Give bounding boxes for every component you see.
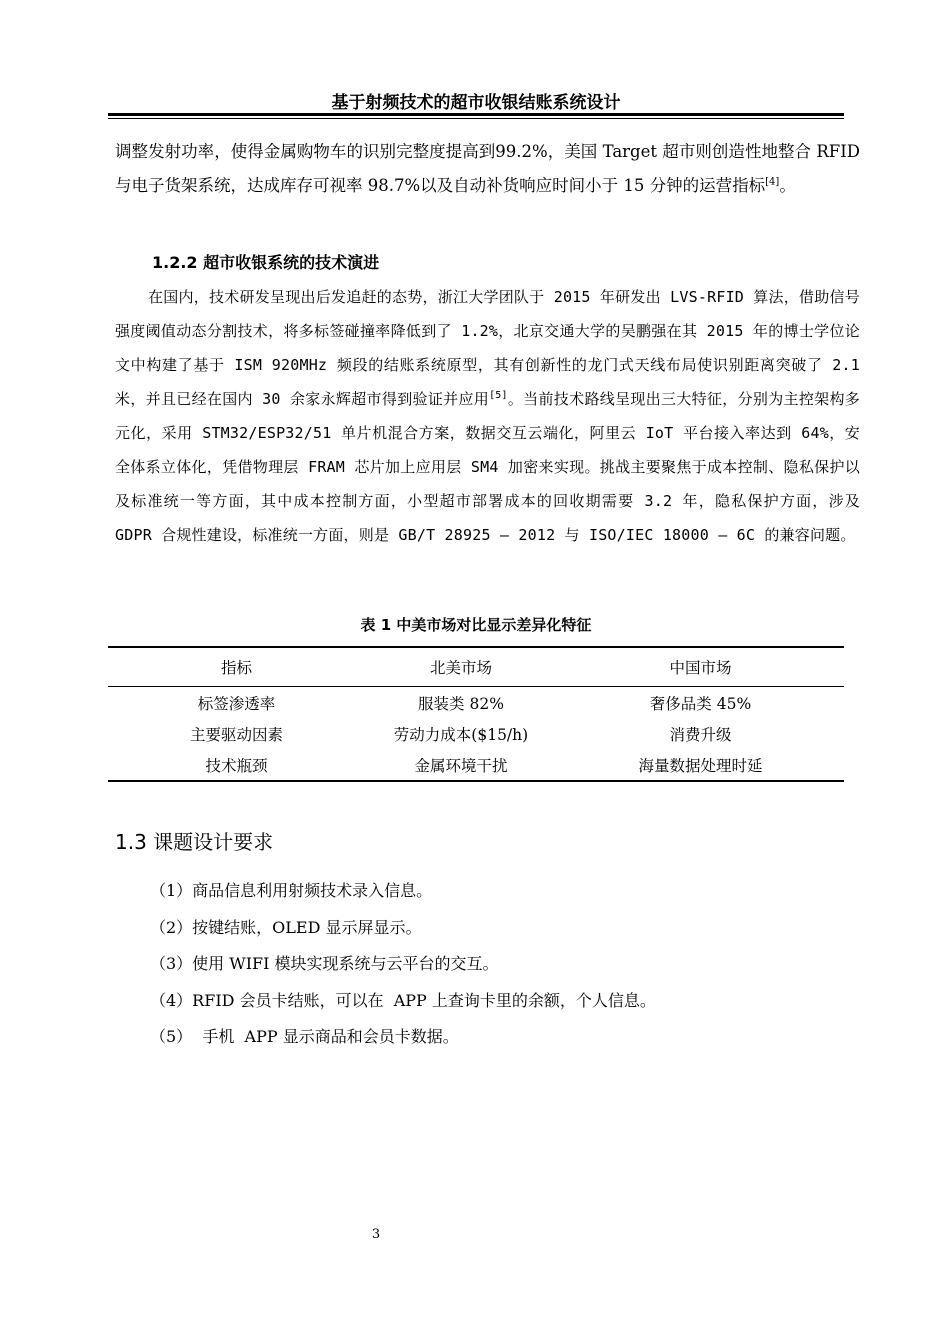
citation-4: [4] (765, 176, 780, 188)
requirements-list (150, 873, 656, 1056)
citation-5: [5] (489, 390, 508, 401)
market-comparison-table (108, 646, 844, 782)
list-item: （3）使用 WIFI 模块实现系统与云平台的交互。 (150, 954, 499, 973)
table-cell: 奢侈品类 45% (649, 694, 752, 713)
paragraph-domestic-research (115, 280, 860, 552)
table-cell: 标签渗透率 (197, 694, 276, 713)
list-item: （1）商品信息利用射频技术录入信息。 (150, 881, 433, 900)
paragraph-text: 调整发射功率，使得金属购物车的识别完整度提高到99.2%，美国 Target 超市则创造性地整合 RFID 与电子货架系统，达成库存可视率 98.7%以及自动补货响应时间小于 15 分钟的运营指标 (115, 142, 860, 195)
section-heading-1-3: 1.3 课题设计要求 (115, 830, 274, 854)
table-cell: 消费升级 (669, 725, 732, 744)
table-cell: 金属环境干扰 (365, 749, 557, 781)
section-heading-1-2-2: 1.2.2 超市收银系统的技术演进 (152, 253, 380, 272)
column-header-indicator: 指标 (108, 647, 365, 687)
table-cell: 劳动力成本($15/h) (393, 725, 529, 744)
table-header-row (108, 647, 844, 687)
running-header-title: 基于射频技术的超市收银结账系统设计 (331, 93, 621, 113)
table-cell: 服装类 82% (418, 694, 504, 713)
list-item: （2）按键结账，OLED 显示屏显示。 (150, 917, 422, 937)
paragraph-end: 。 (779, 176, 796, 195)
table-row (108, 718, 844, 749)
header-rule (108, 113, 844, 116)
page-number: 3 (371, 1227, 381, 1242)
table-caption: 表 1 中美市场对比显示差异化特征 (360, 616, 592, 634)
table-cell: 技术瓶颈 (108, 749, 365, 781)
list-item: （5） 手机 APP 显示商品和会员卡数据。 (150, 1027, 459, 1046)
paragraph-text-a: 在国内，技术研发呈现出后发追赶的态势，浙江大学团队于 2015 年研发出 LVS-RFID 算法，借助信号强度阈值动态分割技术，将多标签碰撞率降低到了 1.2%，北京交通大学的吴鹏强在其 2015 年的博士学位论文中构建了基于 ISM 920MHz 频段的结账系统原型，其有创新性的龙门式天线布局使识别距离突破了 2.1 米，并且已经在国内 30 余家永辉超市得到验证并应用 (115, 288, 860, 408)
paragraph-text-b: 。当前技术路线呈现出三大特征，分别为主控架构多元化，采用 STM32/ESP32/51 单片机混合方案，数据交互云端化，阿里云 IoT 平台接入率达到 64%，安全体系立体化，凭借物理层 FRAM 芯片加上应用层 SM4 加密来实现。挑战主要聚焦于成本控制、隐私保护以及标准统一等方面，其中成本控制方面，小型超市部署成本的回收期需要 3.2 年，隐私保护方面，涉及 GDPR 合规性建设，标准统一方面，则是 GB/T 28925 – 2012 与 ISO/IEC 18000 – 6C 的兼容问题。 (115, 390, 860, 544)
paragraph-continuation (115, 135, 860, 203)
table-row (108, 749, 844, 781)
table-cell: 主要驱动因素 (189, 725, 283, 744)
table-row (108, 687, 844, 719)
table-cell: 海量数据处理时延 (557, 749, 844, 781)
column-header-china: 中国市场 (557, 647, 844, 687)
header-rule-thin (108, 118, 844, 119)
list-item: （4）RFID 会员卡结账，可以在 APP 上查询卡里的余额，个人信息。 (150, 990, 656, 1010)
column-header-north-america: 北美市场 (365, 647, 557, 687)
